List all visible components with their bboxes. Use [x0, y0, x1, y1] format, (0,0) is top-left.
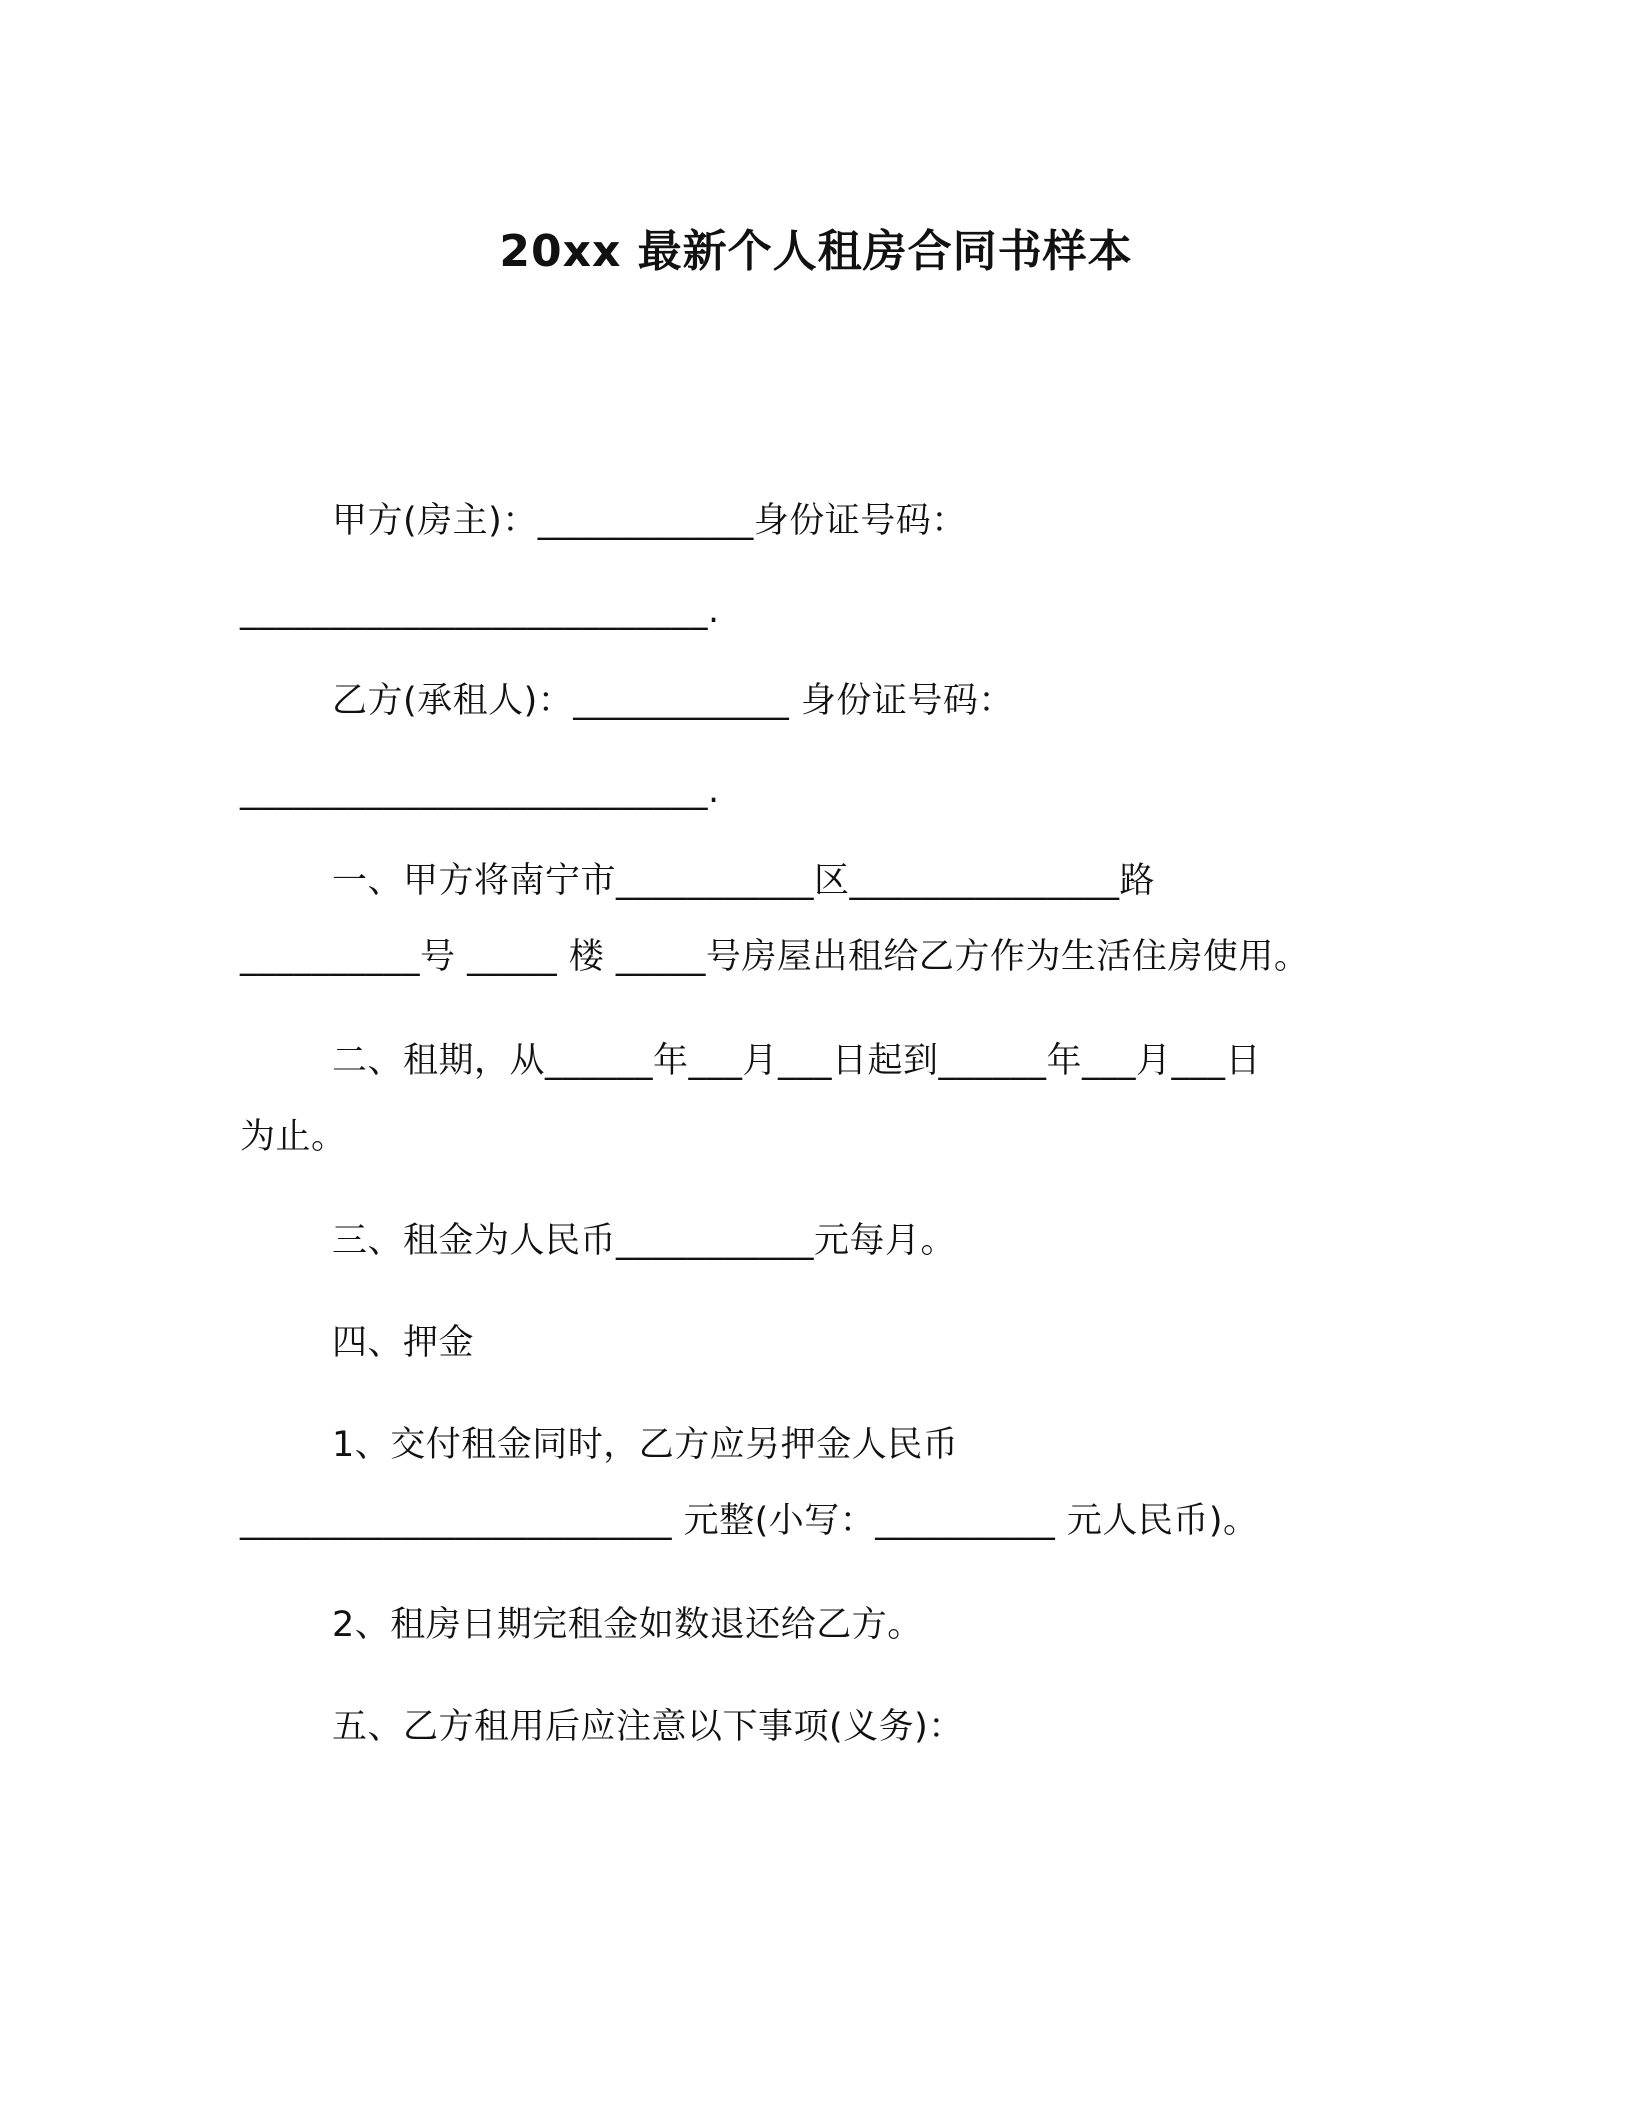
document-title: 20xx 最新个人租房合同书样本	[499, 226, 1133, 277]
clause-1-line-2: __________号 _____ 楼 _____号房屋出租给乙方作为生活住房使用。	[240, 937, 1310, 977]
clause-1-line-1: 一、甲方将南宁市___________区_______________路	[332, 861, 1156, 901]
clause-4-item-1-line-1: 1、交付租金同时，乙方应另押金人民币	[332, 1425, 959, 1465]
clause-3-line: 三、租金为人民币___________元每月。	[332, 1221, 957, 1261]
party-a-id-line: __________________________.	[240, 591, 720, 631]
clause-5-heading: 五、乙方租用后应注意以下事项(义务)：	[332, 1707, 964, 1747]
clause-2-line-1: 二、租期，从______年___月___日起到______年___月___日	[332, 1041, 1262, 1081]
party-b-id-line: __________________________.	[240, 771, 720, 811]
clause-4-item-1-line-2: ________________________ 元整(小写：__________ 元人民币)。	[240, 1501, 1259, 1541]
clause-4-item-2-line: 2、租房日期完租金如数退还给乙方。	[332, 1605, 923, 1645]
clause-4-heading: 四、押金	[332, 1323, 475, 1363]
party-b-line: 乙方(承租人)：____________ 身份证号码：	[332, 681, 1014, 721]
party-a-line: 甲方(房主)：____________身份证号码：	[332, 501, 967, 541]
clause-2-line-2: 为止。	[240, 1117, 347, 1157]
